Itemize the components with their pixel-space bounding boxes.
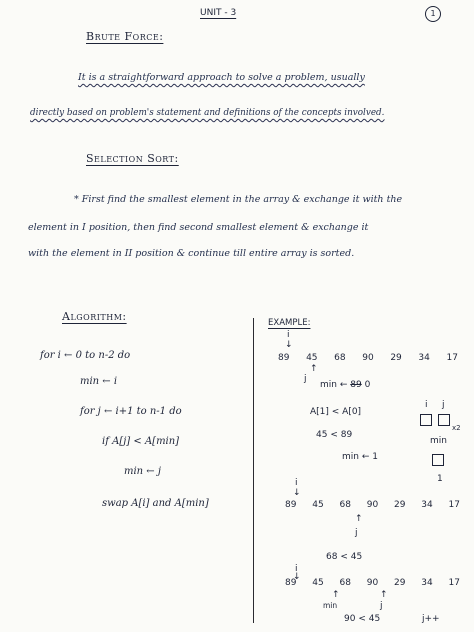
- array-cell: 90: [366, 500, 379, 510]
- array-cell: 29: [394, 578, 406, 588]
- min-arrow-3: ↑: [332, 590, 340, 600]
- j-increment: j++: [422, 614, 440, 624]
- array-cell: 68: [339, 500, 351, 510]
- array-cell: 68: [339, 578, 351, 588]
- algo-line-3: for j ← i+1 to n-1 do: [80, 406, 182, 417]
- selection-sort-heading: Selection Sort:: [86, 152, 179, 165]
- min-new-value: 0: [364, 380, 371, 390]
- algo-line-6: swap A[i] and A[min]: [102, 498, 209, 509]
- i-pointer-3: i: [295, 564, 298, 574]
- example-heading: EXAMPLE:: [268, 318, 311, 328]
- array-cell: 45: [312, 578, 324, 588]
- array-cell: 45: [312, 500, 324, 510]
- compare-2: 45 < 89: [316, 430, 353, 440]
- i-arrow-2: ↓: [293, 488, 301, 498]
- box-j: [438, 414, 450, 426]
- j-arrow-3: ↑: [380, 590, 388, 600]
- selection-sort-line-2: element in I position, then find second smallest element & exchange it: [28, 222, 369, 233]
- compare-1: A[1] < A[0]: [310, 407, 362, 417]
- array-cell: 29: [390, 353, 402, 363]
- i-pointer-1: i: [287, 330, 290, 340]
- j-arrow-1: ↑: [310, 364, 318, 374]
- box-i-label: i: [425, 400, 428, 410]
- algo-line-2: min ← i: [80, 376, 118, 387]
- selection-sort-line-3: with the element in II position & continue till entire array is sorted.: [28, 248, 355, 259]
- array-row-1: [278, 353, 458, 363]
- box-x2-label: x2: [452, 424, 461, 432]
- array-cell: 34: [421, 578, 433, 588]
- array-cell: 90: [366, 578, 379, 588]
- algorithm-heading: Algorithm:: [62, 310, 127, 323]
- array-cell: 89: [285, 578, 297, 588]
- algo-line-1: for i ← 0 to n-2 do: [40, 350, 131, 361]
- compare-4: 90 < 45: [344, 614, 381, 624]
- box-min: [432, 454, 444, 466]
- i-pointer-2: i: [295, 478, 298, 488]
- array-cell: 90: [362, 353, 374, 363]
- box-min-label: min: [430, 436, 447, 446]
- min-assign-label: min ←: [320, 380, 348, 390]
- array-row-2: [285, 500, 460, 510]
- array-cell: 17: [448, 500, 460, 510]
- j-pointer-1: j: [304, 374, 307, 384]
- box-i: [420, 414, 432, 426]
- column-divider: [253, 318, 254, 623]
- min-update-1: min ← 1: [342, 452, 378, 462]
- page-number: 1: [425, 6, 441, 22]
- array-row-3: [285, 578, 460, 588]
- struck-value: 89: [350, 380, 362, 390]
- box-j-label: j: [442, 400, 445, 410]
- array-cell: 29: [394, 500, 406, 510]
- unit-heading: UNIT - 3: [200, 8, 237, 18]
- algo-line-5: min ← j: [124, 466, 161, 477]
- j-pointer-2: j: [355, 528, 358, 538]
- min-assign-1: [320, 380, 370, 390]
- array-cell: 89: [285, 500, 297, 510]
- compare-3: 68 < 45: [326, 552, 363, 562]
- min-pointer-3: min: [323, 601, 338, 610]
- algo-line-4: if A[j] < A[min]: [102, 436, 180, 447]
- array-cell: 34: [418, 353, 430, 363]
- array-cell: 17: [446, 353, 458, 363]
- array-cell: 45: [306, 353, 318, 363]
- j-arrow-2: ↑: [355, 514, 363, 524]
- brute-force-line-1: It is a straightforward approach to solve a problem, usually: [78, 72, 365, 83]
- brute-force-heading: Brute Force:: [86, 30, 164, 43]
- box-min-value: 1: [437, 474, 443, 484]
- array-cell: 89: [278, 353, 290, 363]
- i-arrow-3: ↓: [293, 572, 301, 582]
- brute-force-line-2: directly based on problem's statement and definitions of the concepts involved.: [30, 108, 385, 118]
- array-cell: 34: [421, 500, 433, 510]
- array-cell: 17: [448, 578, 460, 588]
- selection-sort-line-1: * First find the smallest element in the array & exchange it with the: [74, 194, 403, 205]
- array-cell: 68: [334, 353, 346, 363]
- i-arrow-1: ↓: [285, 340, 293, 350]
- j-pointer-3: j: [380, 601, 383, 611]
